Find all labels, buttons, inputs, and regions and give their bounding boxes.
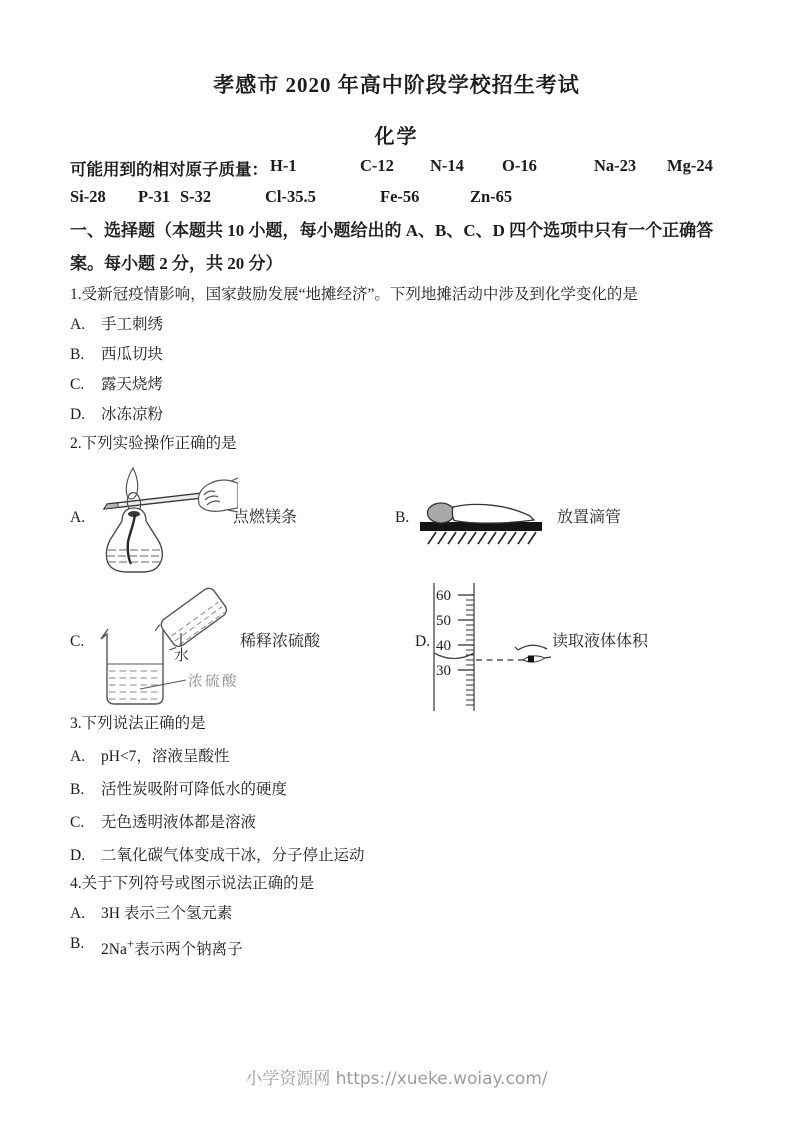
scale-40: 40	[436, 638, 451, 654]
question-2-text: 2.下列实验操作正确的是	[70, 435, 237, 452]
alcohol-lamp-magnesium-diagram	[98, 464, 238, 580]
option-text-rest: 表示两个钠离子	[134, 941, 243, 959]
scale-50: 50	[436, 613, 451, 629]
option-text: 手工刺绣	[101, 316, 164, 333]
option-letter: B.	[70, 781, 85, 798]
q3-option-d	[70, 846, 723, 866]
option-text: 二氧化碳气体变成干冰，分子停止运动	[101, 847, 365, 864]
formula-base: 2Na	[101, 941, 127, 959]
option-letter: A.	[70, 316, 86, 333]
mass-item: N-14	[430, 156, 464, 175]
q2-option-a-caption: 点燃镁条	[233, 509, 298, 526]
question-4-text: 4.关于下列符号或图示说法正确的是	[70, 875, 315, 892]
acid-liquid-lines	[109, 671, 161, 699]
subject-title: 化学	[374, 126, 419, 148]
option-text: pH<7，溶液呈酸性	[101, 748, 230, 765]
mass-item: Fe-56	[380, 187, 420, 206]
mass-item: O-16	[502, 156, 537, 175]
mass-item: P-31	[138, 187, 171, 206]
section-1-heading: 一、选择题（本题共 10 小题，每小题给出的 A、B、C、D 四个选项中只有一个正确答案。每小题 2 分，共 20 分）	[70, 221, 714, 273]
option-letter: B.	[70, 346, 85, 363]
mass-item: Si-28	[70, 187, 106, 206]
option-letter: C.	[70, 814, 85, 831]
option-text: 活性炭吸附可降低水的硬度	[101, 781, 288, 798]
q3-option-a	[70, 747, 723, 767]
option-letter: A.	[70, 748, 86, 765]
option-text: 无色透明液体都是溶液	[101, 814, 257, 831]
mass-item: Zn-65	[470, 187, 513, 206]
mass-item: S-32	[180, 187, 212, 206]
table-hatching	[428, 532, 536, 544]
question-1-text: 1.受新冠疫情影响，国家鼓励发展“地摊经济”。下列地摊活动中涉及到化学变化的是	[70, 286, 638, 303]
dropper-tube	[452, 504, 534, 523]
q4-option-a	[70, 904, 723, 924]
mass-item: C-12	[360, 156, 394, 175]
option-text: 西瓜切块	[101, 346, 164, 363]
option-text: 露天烧烤	[101, 376, 164, 393]
watermark-footer	[0, 1064, 793, 1089]
q1-option-a	[70, 315, 723, 335]
mass-item: Na-23	[594, 156, 637, 175]
scale-30: 30	[436, 663, 451, 679]
q2-option-c-letter: C.	[70, 633, 85, 650]
q2-option-d-caption: 读取液体体积	[552, 633, 649, 650]
option-letter: A.	[70, 905, 86, 922]
magnesium-strip-icon	[104, 493, 202, 509]
page-content	[70, 0, 723, 960]
q2-diagram-row-ab	[70, 462, 723, 583]
q1-option-d	[70, 405, 723, 425]
q1-option-b	[70, 345, 723, 365]
mass-item: Mg-24	[667, 156, 713, 175]
major-ticks	[458, 595, 474, 670]
q2-option-c-caption: 稀释浓硫酸	[240, 633, 321, 650]
graduated-cylinder-diagram	[428, 583, 554, 711]
mass-item: Cl-35.5	[265, 187, 316, 206]
scale-60: 60	[436, 588, 451, 604]
lamp-liquid-lines	[107, 550, 162, 562]
question-3-text: 3.下列说法正确的是	[70, 715, 206, 732]
acid-label: 浓硫酸	[188, 674, 239, 690]
water-label: 水	[174, 648, 190, 664]
q3-option-c	[70, 813, 723, 833]
option-text: 冰冻凉粉	[101, 406, 164, 423]
option-text	[101, 934, 243, 960]
option-letter: B.	[70, 935, 85, 952]
atomic-masses-label: 可能用到的相对原子质量：	[70, 160, 268, 179]
q2-option-a-letter: A.	[70, 509, 86, 526]
atomic-masses-row-1	[70, 156, 723, 177]
water-bottle	[153, 586, 229, 654]
option-letter: C.	[70, 376, 85, 393]
q3-option-b	[70, 780, 723, 800]
dilute-acid-diagram	[96, 585, 244, 709]
option-letter: D.	[70, 406, 86, 423]
q2-diagram-row-cd	[70, 583, 723, 711]
dropper-bulb	[428, 503, 455, 523]
atomic-masses-row-2	[70, 187, 723, 208]
exam-title: 孝感市 2020 年高中阶段学校招生考试	[213, 73, 580, 97]
q2-option-d-letter: D.	[415, 633, 431, 650]
option-text: 3H 表示三个氢元素	[101, 905, 233, 922]
mass-item: H-1	[270, 156, 297, 175]
beaker	[101, 629, 163, 704]
lamp-body	[106, 521, 162, 572]
minor-ticks	[466, 600, 474, 705]
q4-option-b	[70, 934, 723, 960]
q2-option-b-letter: B.	[395, 509, 410, 526]
dropper-on-table-diagram	[420, 492, 557, 546]
option-letter: D.	[70, 847, 86, 864]
q2-option-b-caption: 放置滴管	[557, 509, 622, 526]
q1-option-c	[70, 375, 723, 395]
hand-icon	[198, 478, 238, 512]
formula-superscript: +	[126, 936, 135, 951]
footer-link[interactable]: 小学资源网 https://xueke.woiay.com/	[245, 1069, 548, 1089]
